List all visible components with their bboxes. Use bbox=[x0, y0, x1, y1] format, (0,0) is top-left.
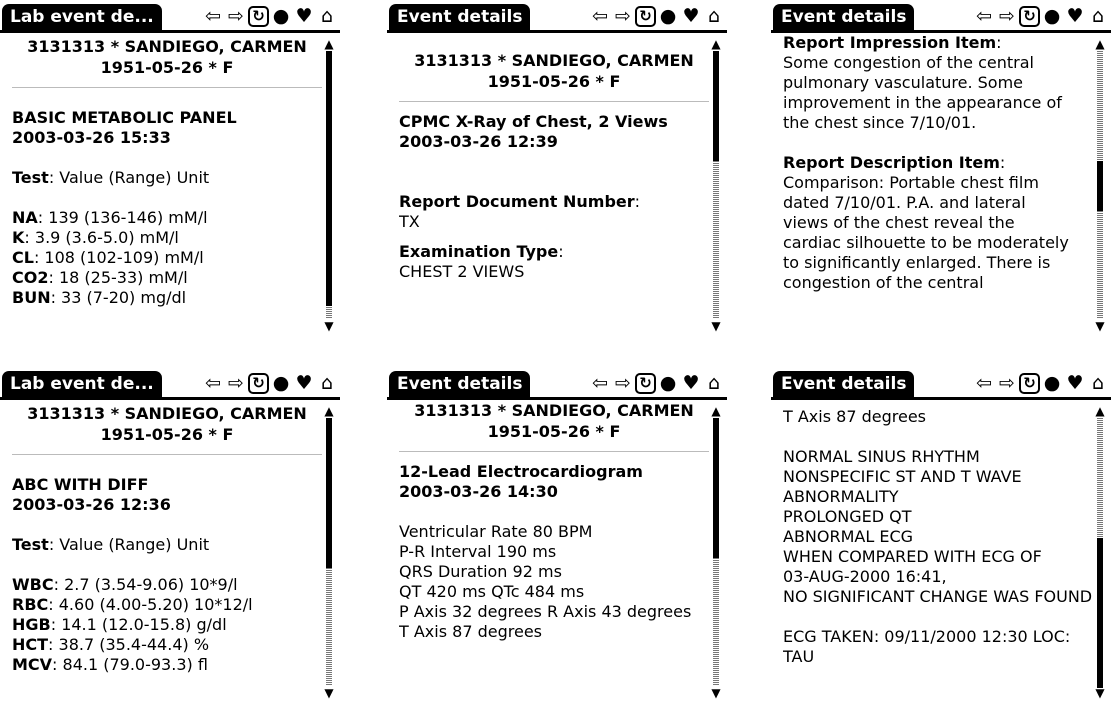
divider bbox=[12, 454, 322, 455]
heart-icon[interactable]: ♥ bbox=[1066, 5, 1084, 27]
scroll-track[interactable] bbox=[1097, 418, 1103, 686]
recycle-icon[interactable]: ↻ bbox=[635, 373, 656, 394]
result-name: HCT bbox=[12, 635, 49, 654]
result-value: : 84.1 (79.0-93.3) fl bbox=[52, 655, 208, 674]
toolbar-icons bbox=[589, 370, 725, 396]
forward-arrow-icon[interactable]: ⇨ bbox=[228, 372, 244, 394]
screen-event-xray bbox=[387, 0, 727, 335]
result-name: CL bbox=[12, 248, 34, 267]
heart-icon[interactable]: ♥ bbox=[682, 372, 700, 394]
result-row bbox=[12, 248, 322, 268]
results-header bbox=[12, 535, 322, 555]
description-line: Comparison: Portable chest film bbox=[783, 173, 1039, 192]
screen-lab-event-basic-metabolic bbox=[0, 0, 340, 335]
title-bar bbox=[387, 0, 727, 33]
screen-title-tab[interactable]: Event details bbox=[389, 4, 530, 30]
result-row bbox=[12, 268, 322, 288]
record-icon[interactable]: ● bbox=[272, 5, 290, 27]
scroll-track[interactable] bbox=[1097, 51, 1103, 319]
home-icon[interactable]: ⌂ bbox=[1091, 372, 1105, 394]
divider bbox=[12, 87, 322, 88]
result-value: : 33 (7-20) mg/dl bbox=[50, 288, 187, 307]
scroll-down-arrow-icon[interactable]: ▼ bbox=[324, 686, 334, 700]
ecg-finding: WHEN COMPARED WITH ECG OF bbox=[783, 547, 1042, 566]
result-name: NA bbox=[12, 208, 38, 227]
test-title: BASIC METABOLIC PANEL bbox=[12, 108, 237, 127]
result-row bbox=[12, 635, 322, 655]
results-header-rest: : Value (Range) Unit bbox=[48, 168, 210, 187]
scroll-up-arrow-icon[interactable]: ▲ bbox=[1095, 404, 1105, 418]
back-arrow-icon[interactable]: ⇦ bbox=[976, 5, 992, 27]
field-label-row: Report Impression Item: bbox=[783, 33, 1002, 52]
scroll-up-arrow-icon[interactable]: ▲ bbox=[324, 404, 334, 418]
forward-arrow-icon[interactable]: ⇨ bbox=[999, 5, 1015, 27]
field-label-row: Report Document Number: bbox=[399, 192, 641, 211]
result-value: : 3.9 (3.6-5.0) mM/l bbox=[24, 228, 179, 247]
impression-line: pulmonary vasculature. Some bbox=[783, 73, 1024, 92]
result-name: RBC bbox=[12, 595, 49, 614]
record-icon[interactable]: ● bbox=[1043, 5, 1061, 27]
result-value: : 14.1 (12.0-15.8) g/dl bbox=[50, 615, 227, 634]
recycle-icon[interactable]: ↻ bbox=[1019, 6, 1040, 27]
result-name: MCV bbox=[12, 655, 53, 674]
ecg-measurement: T Axis 87 degrees bbox=[783, 407, 926, 426]
scroll-up-arrow-icon[interactable]: ▲ bbox=[711, 404, 721, 418]
back-arrow-icon[interactable]: ⇦ bbox=[592, 5, 608, 27]
heart-icon[interactable]: ♥ bbox=[295, 372, 313, 394]
event-datetime: 2003-03-26 14:30 bbox=[399, 482, 558, 501]
recycle-icon[interactable]: ↻ bbox=[1019, 373, 1040, 394]
ecg-measurement: P-R Interval 190 ms bbox=[399, 542, 557, 561]
toolbar-icons bbox=[202, 3, 338, 29]
description-line: congestion of the central bbox=[783, 273, 984, 292]
title-bar bbox=[0, 0, 340, 33]
ecg-measurement: Ventricular Rate 80 BPM bbox=[399, 522, 593, 541]
heart-icon[interactable]: ♥ bbox=[682, 5, 700, 27]
patient-id-name: 3131313 * SANDIEGO, CARMEN bbox=[27, 37, 307, 56]
recycle-icon[interactable]: ↻ bbox=[635, 6, 656, 27]
scroll-track[interactable] bbox=[326, 418, 332, 686]
result-row bbox=[12, 228, 322, 248]
content-area bbox=[399, 400, 709, 696]
scroll-up-arrow-icon[interactable]: ▲ bbox=[1095, 37, 1105, 51]
home-icon[interactable]: ⌂ bbox=[1091, 5, 1105, 27]
scroll-track[interactable] bbox=[326, 51, 332, 319]
content-area bbox=[783, 407, 1093, 702]
scroll-down-arrow-icon[interactable]: ▼ bbox=[711, 319, 721, 333]
divider bbox=[399, 101, 709, 102]
title-bar bbox=[0, 367, 340, 400]
scroll-thumb[interactable] bbox=[1097, 161, 1103, 211]
forward-arrow-icon[interactable]: ⇨ bbox=[228, 5, 244, 27]
ecg-finding: ABNORMAL ECG bbox=[783, 527, 914, 546]
test-title: ABC WITH DIFF bbox=[12, 475, 149, 494]
scroll-down-arrow-icon[interactable]: ▼ bbox=[1095, 686, 1105, 700]
result-value: : 2.7 (3.54-9.06) 10*9/l bbox=[53, 575, 238, 594]
heart-icon[interactable]: ♥ bbox=[295, 5, 313, 27]
impression-line: the chest since 7/10/01. bbox=[783, 113, 977, 132]
scroll-up-arrow-icon[interactable]: ▲ bbox=[324, 37, 334, 51]
test-datetime: 2003-03-26 15:33 bbox=[12, 128, 171, 147]
description-line: to significantly enlarged. There is bbox=[783, 253, 1051, 272]
back-arrow-icon[interactable]: ⇦ bbox=[592, 372, 608, 394]
result-name: CO2 bbox=[12, 268, 49, 287]
toolbar-icons bbox=[973, 3, 1109, 29]
patient-dob-sex: 1951-05-26 * F bbox=[487, 422, 621, 441]
screen-event-ecg-findings bbox=[771, 367, 1111, 702]
content-area bbox=[12, 36, 322, 332]
ecg-finding: NORMAL SINUS RHYTHM bbox=[783, 447, 980, 466]
record-icon[interactable]: ● bbox=[659, 372, 677, 394]
result-row bbox=[12, 615, 322, 635]
result-value: : 18 (25-33) mM/l bbox=[48, 268, 188, 287]
result-value: : 38.7 (35.4-44.4) % bbox=[48, 635, 210, 654]
result-row bbox=[12, 208, 322, 228]
recycle-icon[interactable]: ↻ bbox=[248, 6, 269, 27]
description-line: cardiac silhouette to be moderately bbox=[783, 233, 1069, 252]
scroll-down-arrow-icon[interactable]: ▼ bbox=[1095, 319, 1105, 333]
field-label-row: Report Description Item: bbox=[783, 153, 1006, 172]
record-icon[interactable]: ● bbox=[272, 372, 290, 394]
ecg-measurement: QRS Duration 92 ms bbox=[399, 562, 562, 581]
screen-title-tab[interactable]: Event details bbox=[389, 371, 530, 397]
forward-arrow-icon[interactable]: ⇨ bbox=[615, 5, 631, 27]
screen-event-report bbox=[771, 0, 1111, 335]
test-datetime: 2003-03-26 12:36 bbox=[12, 495, 171, 514]
home-icon[interactable]: ⌂ bbox=[320, 372, 334, 394]
ecg-measurement: P Axis 32 degrees R Axis 43 degrees bbox=[399, 602, 692, 621]
impression-label: Report Impression Item bbox=[783, 33, 997, 52]
home-icon[interactable]: ⌂ bbox=[707, 372, 721, 394]
content-area bbox=[783, 33, 1093, 329]
screen-event-ecg bbox=[387, 367, 727, 702]
back-arrow-icon[interactable]: ⇦ bbox=[976, 372, 992, 394]
record-icon[interactable]: ● bbox=[1043, 372, 1061, 394]
result-row bbox=[12, 288, 322, 308]
patient-dob-sex: 1951-05-26 * F bbox=[487, 72, 621, 91]
result-name: WBC bbox=[12, 575, 54, 594]
title-bar bbox=[771, 367, 1111, 400]
record-icon[interactable]: ● bbox=[659, 5, 677, 27]
scroll-track[interactable] bbox=[713, 418, 719, 686]
patient-id-name: 3131313 * SANDIEGO, CARMEN bbox=[414, 401, 694, 420]
scroll-thumb[interactable] bbox=[713, 418, 719, 558]
patient-dob-sex: 1951-05-26 * F bbox=[100, 425, 234, 444]
results-header-key: Test bbox=[12, 168, 49, 187]
content-area bbox=[399, 36, 709, 332]
forward-arrow-icon[interactable]: ⇨ bbox=[615, 372, 631, 394]
results-header-rest: : Value (Range) Unit bbox=[48, 535, 210, 554]
result-row bbox=[12, 655, 322, 675]
scroll-track[interactable] bbox=[713, 51, 719, 319]
event-title: CPMC X-Ray of Chest, 2 Views bbox=[399, 112, 668, 131]
forward-arrow-icon[interactable]: ⇨ bbox=[999, 372, 1015, 394]
content-area bbox=[12, 403, 322, 699]
home-icon[interactable]: ⌂ bbox=[320, 5, 334, 27]
scroll-up-arrow-icon[interactable]: ▲ bbox=[711, 37, 721, 51]
scroll-thumb[interactable] bbox=[713, 51, 719, 161]
scroll-thumb[interactable] bbox=[326, 418, 332, 568]
results-header bbox=[12, 168, 322, 188]
back-arrow-icon[interactable]: ⇦ bbox=[205, 372, 221, 394]
scrollbar[interactable] bbox=[1095, 405, 1105, 699]
ecg-finding: ABNORMALITY bbox=[783, 487, 899, 506]
ecg-finding: 03-AUG-2000 16:41, bbox=[783, 567, 947, 586]
scrollbar[interactable] bbox=[711, 38, 721, 332]
scroll-down-arrow-icon[interactable]: ▼ bbox=[711, 686, 721, 700]
screen-title-tab[interactable]: Event details bbox=[773, 4, 914, 30]
scroll-down-arrow-icon[interactable]: ▼ bbox=[324, 319, 334, 333]
ecg-measurement: QT 420 ms QTc 484 ms bbox=[399, 582, 585, 601]
home-icon[interactable]: ⌂ bbox=[707, 5, 721, 27]
ecg-finding: NO SIGNIFICANT CHANGE WAS FOUND bbox=[783, 587, 1093, 606]
patient-id-name: 3131313 * SANDIEGO, CARMEN bbox=[414, 51, 694, 70]
impression-line: improvement in the appearance of bbox=[783, 93, 1062, 112]
recycle-icon[interactable]: ↻ bbox=[248, 373, 269, 394]
scrollbar[interactable] bbox=[711, 405, 721, 699]
screen-lab-event-abc-diff bbox=[0, 367, 340, 702]
event-datetime: 2003-03-26 12:39 bbox=[399, 132, 558, 151]
result-value: : 4.60 (4.00-5.20) 10*12/l bbox=[48, 595, 253, 614]
field-value: CHEST 2 VIEWS bbox=[399, 262, 525, 281]
scrollbar[interactable] bbox=[324, 405, 334, 699]
scrollbar[interactable] bbox=[324, 38, 334, 332]
result-row bbox=[12, 595, 322, 615]
toolbar-icons bbox=[589, 3, 725, 29]
screen-title-tab[interactable]: Event details bbox=[773, 371, 914, 397]
result-name: HGB bbox=[12, 615, 51, 634]
description-line: views of the chest reveal the bbox=[783, 213, 1015, 232]
toolbar-icons bbox=[973, 370, 1109, 396]
field-label: Report Document Number bbox=[399, 192, 635, 211]
impression-line: Some congestion of the central bbox=[783, 53, 1034, 72]
toolbar-icons bbox=[202, 370, 338, 396]
result-value: : 108 (102-109) mM/l bbox=[33, 248, 204, 267]
scroll-thumb[interactable] bbox=[1097, 538, 1103, 688]
event-title: 12-Lead Electrocardiogram bbox=[399, 462, 643, 481]
patient-dob-sex: 1951-05-26 * F bbox=[100, 58, 234, 77]
results-header-key: Test bbox=[12, 535, 49, 554]
result-value: : 139 (136-146) mM/l bbox=[37, 208, 208, 227]
ecg-finding: NONSPECIFIC ST AND T WAVE bbox=[783, 467, 1022, 486]
field-label-row: Examination Type: bbox=[399, 242, 564, 261]
field-label: Examination Type bbox=[399, 242, 559, 261]
title-bar bbox=[771, 0, 1111, 33]
ecg-taken-line: TAU bbox=[783, 647, 815, 666]
result-name: K bbox=[12, 228, 25, 247]
description-label: Report Description Item bbox=[783, 153, 1000, 172]
back-arrow-icon[interactable]: ⇦ bbox=[205, 5, 221, 27]
screen-title-tab[interactable]: Lab event de... bbox=[2, 371, 162, 397]
result-name: BUN bbox=[12, 288, 51, 307]
scrollbar[interactable] bbox=[1095, 38, 1105, 332]
ecg-taken-line: ECG TAKEN: 09/11/2000 12:30 LOC: bbox=[783, 627, 1071, 646]
heart-icon[interactable]: ♥ bbox=[1066, 372, 1084, 394]
patient-id-name: 3131313 * SANDIEGO, CARMEN bbox=[27, 404, 307, 423]
divider bbox=[399, 451, 709, 452]
ecg-finding: PROLONGED QT bbox=[783, 507, 912, 526]
scroll-thumb[interactable] bbox=[326, 51, 332, 306]
screen-title-tab[interactable]: Lab event de... bbox=[2, 4, 162, 30]
field-value: TX bbox=[399, 212, 420, 231]
result-row bbox=[12, 575, 322, 595]
description-line: dated 7/10/01. P.A. and lateral bbox=[783, 193, 1026, 212]
title-bar bbox=[387, 367, 727, 400]
ecg-measurement: T Axis 87 degrees bbox=[399, 622, 542, 641]
